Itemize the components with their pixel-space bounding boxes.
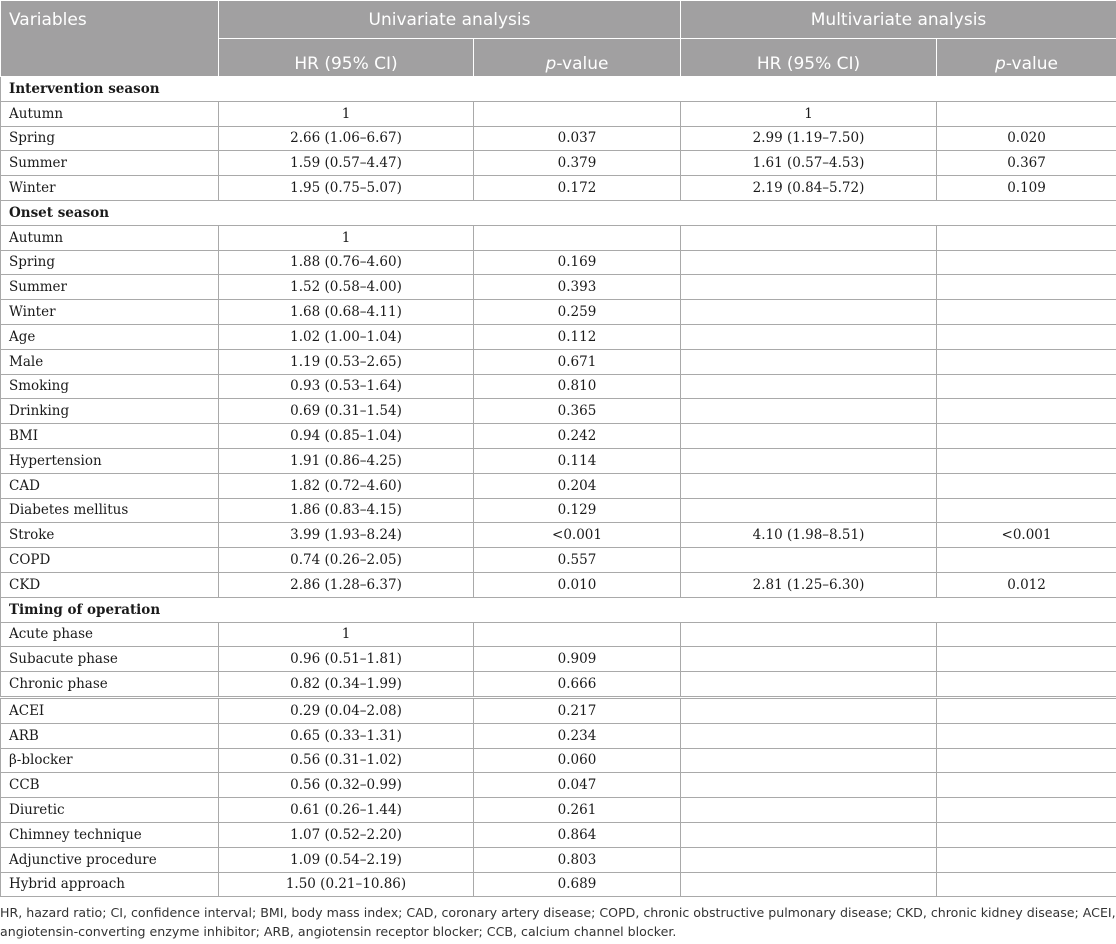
section-label: Intervention season [1, 77, 1116, 102]
variable-cell: ARB [1, 723, 219, 748]
p-suffix: -value [556, 54, 609, 74]
variable-cell: Summer [1, 151, 219, 176]
univariate-hr-cell: 1.91 (0.86–4.25) [219, 448, 474, 473]
table-row [1, 548, 1116, 573]
table-row [1, 697, 1116, 723]
univariate-hr-cell: 0.93 (0.53–1.64) [219, 374, 474, 399]
univariate-hr-cell: 0.56 (0.32–0.99) [219, 773, 474, 798]
variable-cell: Acute phase [1, 622, 219, 647]
multivariate-hr-cell [681, 250, 937, 275]
univariate-p-cell: 0.689 [474, 872, 681, 897]
multivariate-p-cell [937, 473, 1116, 498]
univariate-hr-cell: 2.86 (1.28–6.37) [219, 572, 474, 597]
univariate-hr-cell: 3.99 (1.93–8.24) [219, 523, 474, 548]
univariate-hr-cell: 1.50 (0.21–10.86) [219, 872, 474, 897]
univariate-hr-cell: 1.88 (0.76–4.60) [219, 250, 474, 275]
table-row [1, 748, 1116, 773]
multivariate-p-cell [937, 672, 1116, 698]
table-row [1, 523, 1116, 548]
table-row [1, 498, 1116, 523]
variable-cell: Diabetes mellitus [1, 498, 219, 523]
table-row [1, 647, 1116, 672]
univariate-hr-cell: 1.95 (0.75–5.07) [219, 176, 474, 201]
multivariate-hr-cell [681, 324, 937, 349]
multivariate-p-cell [937, 101, 1116, 126]
table-row [1, 847, 1116, 872]
variable-cell: Winter [1, 300, 219, 325]
table-row [1, 250, 1116, 275]
multivariate-hr-cell [681, 723, 937, 748]
univariate-hr-cell: 1 [219, 225, 474, 250]
multivariate-hr-cell [681, 822, 937, 847]
multivariate-p-cell [937, 798, 1116, 823]
multivariate-p-cell [937, 697, 1116, 723]
univariate-hr-cell: 0.61 (0.26–1.44) [219, 798, 474, 823]
univariate-hr-cell: 1 [219, 101, 474, 126]
univariate-p-cell: 0.810 [474, 374, 681, 399]
table-header [1, 1, 1116, 77]
header-univariate: Univariate analysis [219, 1, 681, 39]
univariate-p-cell: 0.557 [474, 548, 681, 573]
table-row [1, 424, 1116, 449]
univariate-p-cell: 0.379 [474, 151, 681, 176]
table-row [1, 473, 1116, 498]
table-row [1, 723, 1116, 748]
univariate-hr-cell: 0.69 (0.31–1.54) [219, 399, 474, 424]
table-row [1, 101, 1116, 126]
univariate-p-cell [474, 225, 681, 250]
table-row [1, 773, 1116, 798]
univariate-hr-cell: 1 [219, 622, 474, 647]
header-multivariate: Multivariate analysis [681, 1, 1116, 39]
variable-cell: Winter [1, 176, 219, 201]
multivariate-p-cell [937, 748, 1116, 773]
multivariate-hr-cell [681, 647, 937, 672]
p-suffix: -value [1005, 54, 1058, 74]
multivariate-hr-cell: 4.10 (1.98–8.51) [681, 523, 937, 548]
univariate-p-cell: 0.129 [474, 498, 681, 523]
multivariate-p-cell [937, 374, 1116, 399]
variable-cell: Hypertension [1, 448, 219, 473]
multivariate-p-cell: 0.367 [937, 151, 1116, 176]
table-row [1, 349, 1116, 374]
multivariate-p-cell: <0.001 [937, 523, 1116, 548]
multivariate-p-cell [937, 773, 1116, 798]
multivariate-hr-cell [681, 300, 937, 325]
table-row [1, 822, 1116, 847]
multivariate-p-cell [937, 300, 1116, 325]
multivariate-hr-cell [681, 473, 937, 498]
univariate-hr-cell: 1.59 (0.57–4.47) [219, 151, 474, 176]
univariate-p-cell: 0.217 [474, 697, 681, 723]
multivariate-p-cell [937, 399, 1116, 424]
variable-cell: ACEI [1, 697, 219, 723]
table-row [1, 399, 1116, 424]
univariate-p-cell: 0.259 [474, 300, 681, 325]
multivariate-p-cell [937, 548, 1116, 573]
table-row [1, 176, 1116, 201]
header-univariate-hr: HR (95% CI) [219, 39, 474, 77]
multivariate-hr-cell [681, 349, 937, 374]
table-row [1, 672, 1116, 698]
section-row [1, 597, 1116, 622]
univariate-p-cell: 0.365 [474, 399, 681, 424]
p-italic: p [545, 54, 557, 74]
multivariate-hr-cell [681, 672, 937, 698]
multivariate-p-cell [937, 622, 1116, 647]
univariate-p-cell: 0.909 [474, 647, 681, 672]
multivariate-hr-cell [681, 448, 937, 473]
variable-cell: CKD [1, 572, 219, 597]
univariate-p-cell [474, 101, 681, 126]
multivariate-hr-cell: 1 [681, 101, 937, 126]
table-row [1, 126, 1116, 151]
section-row [1, 200, 1116, 225]
multivariate-p-cell [937, 647, 1116, 672]
variable-cell: Smoking [1, 374, 219, 399]
univariate-hr-cell: 1.82 (0.72–4.60) [219, 473, 474, 498]
univariate-hr-cell: 1.09 (0.54–2.19) [219, 847, 474, 872]
multivariate-hr-cell: 2.99 (1.19–7.50) [681, 126, 937, 151]
header-multivariate-p [937, 39, 1116, 77]
univariate-hr-cell: 0.96 (0.51–1.81) [219, 647, 474, 672]
univariate-p-cell: 0.204 [474, 473, 681, 498]
multivariate-p-cell [937, 847, 1116, 872]
univariate-p-cell: 0.047 [474, 773, 681, 798]
univariate-p-cell: 0.172 [474, 176, 681, 201]
univariate-hr-cell: 0.82 (0.34–1.99) [219, 672, 474, 698]
variable-cell: CAD [1, 473, 219, 498]
p-italic: p [995, 54, 1006, 74]
univariate-hr-cell: 2.66 (1.06–6.67) [219, 126, 474, 151]
variable-cell: β-blocker [1, 748, 219, 773]
multivariate-hr-cell [681, 275, 937, 300]
table-footnote: HR, hazard ratio; CI, confidence interval; BMI, body mass index; CAD, coronary artery disease; COPD, chronic obstructive pulmonary disease; CKD, chronic kidney disease; ACEI, angiotensin-converting enzyme inhibitor; ARB, angiotensin receptor blocker; CCB, calcium channel blocker. [0, 905, 1116, 939]
variable-cell: Autumn [1, 101, 219, 126]
multivariate-p-cell [937, 822, 1116, 847]
univariate-hr-cell: 0.65 (0.33–1.31) [219, 723, 474, 748]
univariate-p-cell: 0.242 [474, 424, 681, 449]
univariate-hr-cell: 1.52 (0.58–4.00) [219, 275, 474, 300]
variable-cell: Diuretic [1, 798, 219, 823]
univariate-hr-cell: 0.56 (0.31–1.02) [219, 748, 474, 773]
variable-cell: Male [1, 349, 219, 374]
table-row [1, 151, 1116, 176]
section-row [1, 77, 1116, 102]
variable-cell: Summer [1, 275, 219, 300]
table-body [1, 77, 1116, 897]
table-row [1, 324, 1116, 349]
univariate-hr-cell: 0.74 (0.26–2.05) [219, 548, 474, 573]
multivariate-hr-cell: 1.61 (0.57–4.53) [681, 151, 937, 176]
variable-cell: Drinking [1, 399, 219, 424]
multivariate-p-cell [937, 349, 1116, 374]
header-multivariate-hr: HR (95% CI) [681, 39, 937, 77]
variable-cell: Autumn [1, 225, 219, 250]
univariate-p-cell: 0.666 [474, 672, 681, 698]
multivariate-hr-cell [681, 622, 937, 647]
univariate-hr-cell: 1.68 (0.68–4.11) [219, 300, 474, 325]
multivariate-p-cell [937, 448, 1116, 473]
multivariate-hr-cell [681, 847, 937, 872]
variable-cell: Spring [1, 250, 219, 275]
table-row [1, 225, 1116, 250]
variable-cell: Stroke [1, 523, 219, 548]
multivariate-p-cell [937, 250, 1116, 275]
multivariate-hr-cell: 2.81 (1.25–6.30) [681, 572, 937, 597]
table-row [1, 448, 1116, 473]
multivariate-hr-cell [681, 798, 937, 823]
variable-cell: CCB [1, 773, 219, 798]
univariate-p-cell: 0.671 [474, 349, 681, 374]
multivariate-hr-cell: 2.19 (0.84–5.72) [681, 176, 937, 201]
multivariate-hr-cell [681, 399, 937, 424]
multivariate-hr-cell [681, 225, 937, 250]
univariate-p-cell: 0.393 [474, 275, 681, 300]
univariate-p-cell: 0.010 [474, 572, 681, 597]
table-row [1, 275, 1116, 300]
variable-cell: Chronic phase [1, 672, 219, 698]
variable-cell: Adjunctive procedure [1, 847, 219, 872]
multivariate-p-cell [937, 498, 1116, 523]
multivariate-hr-cell [681, 697, 937, 723]
multivariate-p-cell [937, 324, 1116, 349]
univariate-p-cell: 0.169 [474, 250, 681, 275]
univariate-hr-cell: 1.86 (0.83–4.15) [219, 498, 474, 523]
variable-cell: Chimney technique [1, 822, 219, 847]
table-row [1, 374, 1116, 399]
univariate-p-cell: 0.037 [474, 126, 681, 151]
table-row [1, 300, 1116, 325]
univariate-hr-cell: 1.02 (1.00–1.04) [219, 324, 474, 349]
section-label: Timing of operation [1, 597, 1116, 622]
multivariate-p-cell [937, 723, 1116, 748]
multivariate-p-cell [937, 275, 1116, 300]
table-row [1, 872, 1116, 897]
univariate-p-cell: <0.001 [474, 523, 681, 548]
multivariate-hr-cell [681, 548, 937, 573]
univariate-p-cell: 0.803 [474, 847, 681, 872]
header-univariate-p [474, 39, 681, 77]
table-row [1, 798, 1116, 823]
univariate-hr-cell: 0.29 (0.04–2.08) [219, 697, 474, 723]
multivariate-hr-cell [681, 498, 937, 523]
section-label: Onset season [1, 200, 1116, 225]
variable-cell: Spring [1, 126, 219, 151]
variable-cell: BMI [1, 424, 219, 449]
header-variables: Variables [1, 1, 219, 77]
univariate-p-cell: 0.261 [474, 798, 681, 823]
multivariate-p-cell [937, 225, 1116, 250]
multivariate-hr-cell [681, 374, 937, 399]
univariate-hr-cell: 1.07 (0.52–2.20) [219, 822, 474, 847]
multivariate-p-cell [937, 872, 1116, 897]
variable-cell: Hybrid approach [1, 872, 219, 897]
multivariate-hr-cell [681, 748, 937, 773]
multivariate-hr-cell [681, 872, 937, 897]
univariate-hr-cell: 0.94 (0.85–1.04) [219, 424, 474, 449]
multivariate-p-cell [937, 424, 1116, 449]
univariate-p-cell: 0.060 [474, 748, 681, 773]
multivariate-hr-cell [681, 773, 937, 798]
univariate-hr-cell: 1.19 (0.53–2.65) [219, 349, 474, 374]
variable-cell: Age [1, 324, 219, 349]
univariate-p-cell: 0.864 [474, 822, 681, 847]
multivariate-hr-cell [681, 424, 937, 449]
table-row [1, 622, 1116, 647]
multivariate-p-cell: 0.109 [937, 176, 1116, 201]
univariate-p-cell: 0.234 [474, 723, 681, 748]
variable-cell: Subacute phase [1, 647, 219, 672]
variable-cell: COPD [1, 548, 219, 573]
multivariate-p-cell: 0.012 [937, 572, 1116, 597]
univariate-p-cell [474, 622, 681, 647]
multivariate-p-cell: 0.020 [937, 126, 1116, 151]
table-row [1, 572, 1116, 597]
univariate-p-cell: 0.114 [474, 448, 681, 473]
univariate-p-cell: 0.112 [474, 324, 681, 349]
